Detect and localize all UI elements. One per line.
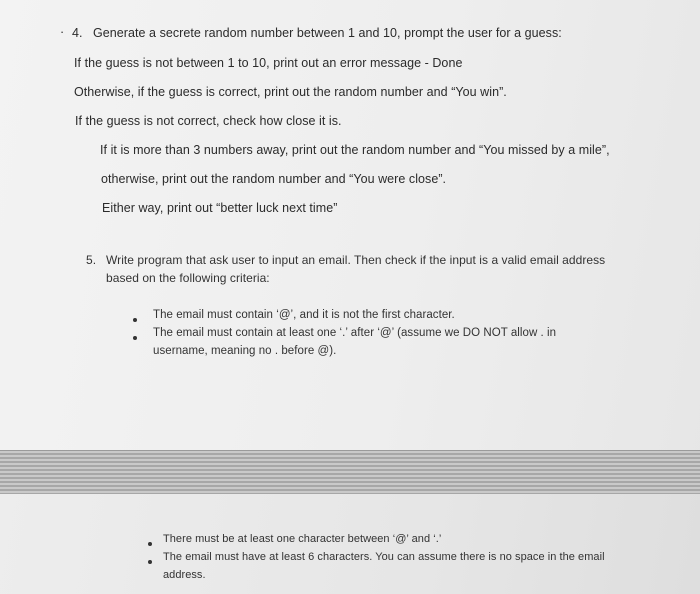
question-4-line-3: If the guess is not correct, check how close it is. (75, 114, 342, 128)
question-4-sub-line-2: otherwise, print out the random number and “You were close”. (101, 172, 447, 186)
criterion-2: The email must contain at least one ‘.’ after ‘@’ (assume we DO NOT allow . in (153, 327, 557, 339)
criterion-2-continued: username, meaning no . before @). (153, 345, 337, 357)
question-4-line-1: If the guess is not between 1 to 10, print out an error message - Done (74, 56, 463, 70)
scan-divider-band (0, 450, 700, 496)
bullet (148, 542, 152, 546)
criterion-4-continued: address. (163, 569, 206, 581)
bullet (148, 560, 152, 564)
bullet (133, 336, 137, 340)
criterion-1: The email must contain ‘@’, and it is not the first character. (153, 309, 455, 321)
question-5-title-line-1: Write program that ask user to input an email. Then check if the input is a valid email address (106, 253, 606, 267)
question-4-number: 4. (72, 26, 83, 40)
criterion-3: There must be at least one character between ‘@’ and ‘.’ (163, 533, 442, 545)
question-4-sub-line-1: If it is more than 3 numbers away, print out the random number and “You missed by a mile”, (100, 143, 610, 157)
question-4-title: Generate a secrete random number between 1 and 10, prompt the user for a guess: (93, 26, 562, 40)
question-5-number: 5. (86, 253, 97, 267)
question-4-line-2: Otherwise, if the guess is correct, print out the random number and “You win”. (74, 85, 507, 99)
bullet (133, 318, 137, 322)
question-5-title-line-2: based on the following criteria: (106, 271, 270, 285)
question-4-sub-line-3: Either way, print out “better luck next time” (102, 201, 338, 215)
criterion-4: The email must have at least 6 characters. You can assume there is no space in the email (163, 551, 605, 563)
list-dot: · (60, 25, 65, 39)
